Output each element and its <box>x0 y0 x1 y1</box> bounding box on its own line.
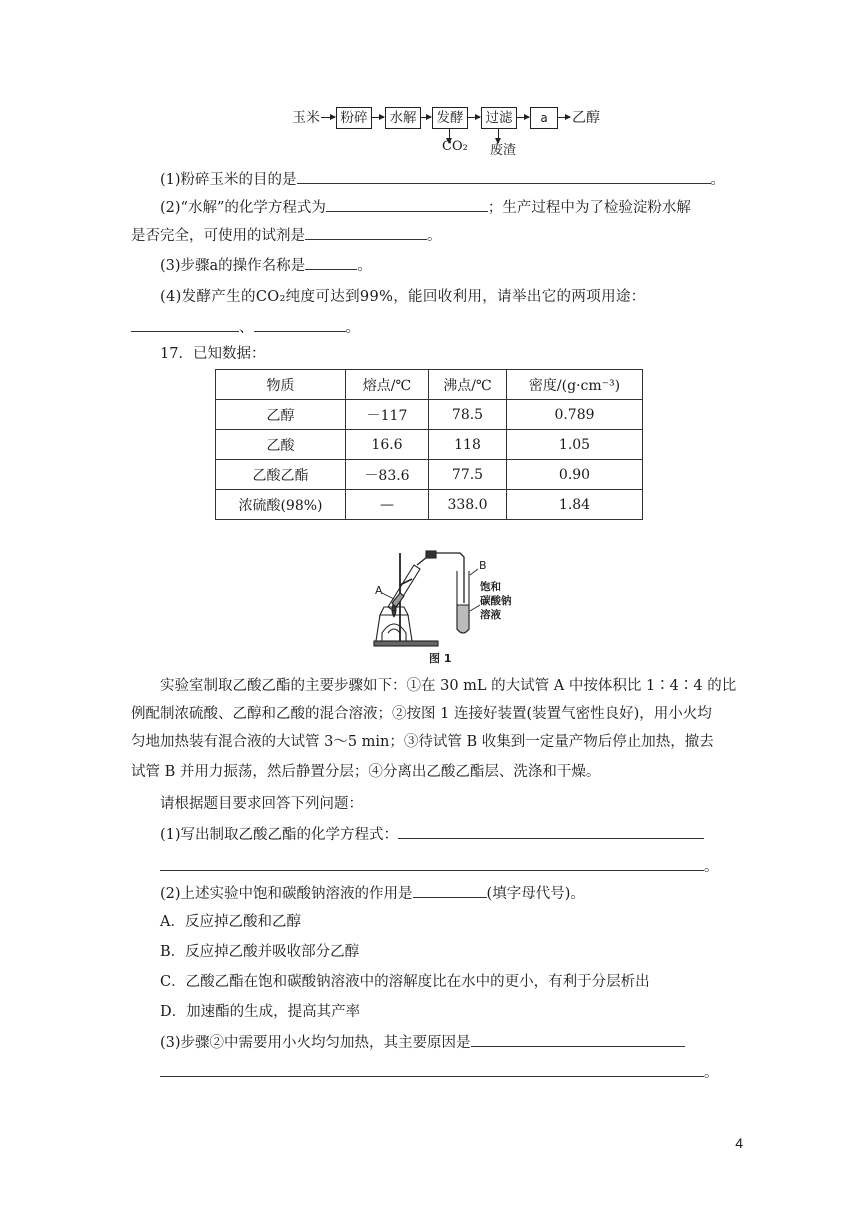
table-cell: 1.84 <box>507 490 643 520</box>
table-cell: －83.6 <box>346 460 429 490</box>
q17-part3: (3)步骤②中需要用小火均匀加热，其主要原因是 <box>160 1032 685 1053</box>
stopper <box>426 551 436 558</box>
flow-byproduct-co2: CO₂ <box>442 139 468 154</box>
steps-line3: 匀地加热装有混合液的大试管 3～5 min；③待试管 B 收集到一定量产物后停止加热，撤去 <box>131 734 714 750</box>
table-cell: －117 <box>346 400 429 430</box>
tripod-leg <box>408 615 412 641</box>
table-header-cell: 物质 <box>216 370 346 400</box>
q16-part3: (3)步骤a的操作名称是 。 <box>160 255 372 276</box>
table-header-cell: 密度/(g·cm⁻³) <box>507 370 643 400</box>
physical-data-table <box>215 369 643 520</box>
table-cell: 1.05 <box>507 430 643 460</box>
table-cell: 0.90 <box>507 460 643 490</box>
table-cell: 77.5 <box>429 460 507 490</box>
table-cell: — <box>346 490 429 520</box>
table-cell: 338.0 <box>429 490 507 520</box>
question-prompt: 请根据题目要求回答下列问题： <box>160 796 363 812</box>
flow-step-hydrolysis: 水解 <box>385 107 421 129</box>
table-row <box>216 400 643 430</box>
table-cell: 0.789 <box>507 400 643 430</box>
label-solution-3: 溶液 <box>480 609 501 621</box>
burner-wick <box>388 629 400 633</box>
apparatus-figure <box>368 545 538 670</box>
flow-byproduct-residue: 废渣 <box>490 143 517 158</box>
label-solution-1: 饱和 <box>480 581 501 593</box>
q17-part1: (1)写出制取乙酸乙酯的化学方程式： <box>160 824 704 845</box>
q17-part1-line2: 。 <box>160 856 719 877</box>
flow-arrow <box>468 117 480 118</box>
process-flow-diagram <box>292 103 622 163</box>
flow-step-crush: 粉碎 <box>336 107 372 129</box>
label-solution-2: 碳酸钠 <box>480 595 512 607</box>
flow-start: 玉米 <box>292 110 320 126</box>
leader-line-a <box>382 593 394 599</box>
option-c: C．乙酸乙酯在饱和碳酸钠溶液中的溶解度比在水中的更小，有利于分层析出 <box>160 974 650 990</box>
table-cell: 16.6 <box>346 430 429 460</box>
option-d: D．加速酯的生成，提高其产率 <box>160 1004 361 1020</box>
table-cell: 乙酸乙酯 <box>216 460 346 490</box>
figure-caption: 图 1 <box>429 652 452 665</box>
q16-part2-line1: (2)“水解”的化学方程式为 ；生产过程中为了检验淀粉水解 <box>160 197 691 218</box>
tripod-leg <box>376 615 380 641</box>
q16-part1: (1)粉碎玉米的目的是 。 <box>160 169 725 190</box>
flow-step-a: a <box>530 107 558 129</box>
flow-arrow <box>517 117 529 118</box>
table-row <box>216 430 643 460</box>
test-tube-b-liquid <box>457 605 469 633</box>
label-a: A <box>375 584 383 597</box>
flow-step-filter: 过滤 <box>481 107 517 129</box>
table-row <box>216 460 643 490</box>
flow-arrow <box>558 117 570 118</box>
q17-part3-line2: 。 <box>160 1062 719 1083</box>
steps-line1: 实验室制取乙酸乙酯的主要步骤如下：①在 30 mL 的大试管 A 中按体积比 1∶4∶4 的比 <box>160 678 737 694</box>
label-b: B <box>479 559 487 572</box>
leader-line-b <box>470 569 478 575</box>
q16-part4-line2: 、 。 <box>131 317 360 338</box>
option-a: A．反应掉乙酸和乙醇 <box>160 914 301 930</box>
table-row <box>216 490 643 520</box>
flow-arrow <box>321 117 335 118</box>
page-number: 4 <box>735 1135 743 1151</box>
flow-arrow <box>421 117 431 118</box>
steps-line2: 例配制浓硫酸、乙醇和乙酸的混合溶液；②按图 1 连接好装置(装置气密性良好)，用小火均 <box>131 706 712 722</box>
q16-part2-line2: 是否完全，可使用的试剂是 。 <box>131 225 442 246</box>
q17-title: 17．已知数据： <box>160 346 266 362</box>
table-header-cell: 沸点/℃ <box>429 370 507 400</box>
flow-arrow <box>372 117 384 118</box>
table-header-cell: 熔点/℃ <box>346 370 429 400</box>
stand-base <box>374 641 438 646</box>
table-cell: 乙酸 <box>216 430 346 460</box>
q16-part4-line1: (4)发酵产生的CO₂纯度可达到99%，能回收利用，请举出它的两项用途： <box>160 289 646 305</box>
alcohol-burner <box>382 624 406 641</box>
option-b: B．反应掉乙酸并吸收部分乙醇 <box>160 944 360 960</box>
q17-part2: (2)上述实验中饱和碳酸钠溶液的作用是 (填字母代号)。 <box>160 883 585 904</box>
table-cell: 78.5 <box>429 400 507 430</box>
flow-step-ferment: 发酵 <box>432 107 468 129</box>
table-header-row <box>216 370 643 400</box>
test-tube-a-liquid <box>392 593 404 607</box>
table-cell: 118 <box>429 430 507 460</box>
flow-end: 乙醇 <box>572 110 600 126</box>
table-cell: 乙醇 <box>216 400 346 430</box>
steps-line4: 试管 B 并用力振荡，然后静置分层；④分离出乙酸乙酯层、洗涤和干燥。 <box>131 764 601 780</box>
table-cell: 浓硫酸(98%) <box>216 490 346 520</box>
leader-line-solution <box>470 605 480 611</box>
